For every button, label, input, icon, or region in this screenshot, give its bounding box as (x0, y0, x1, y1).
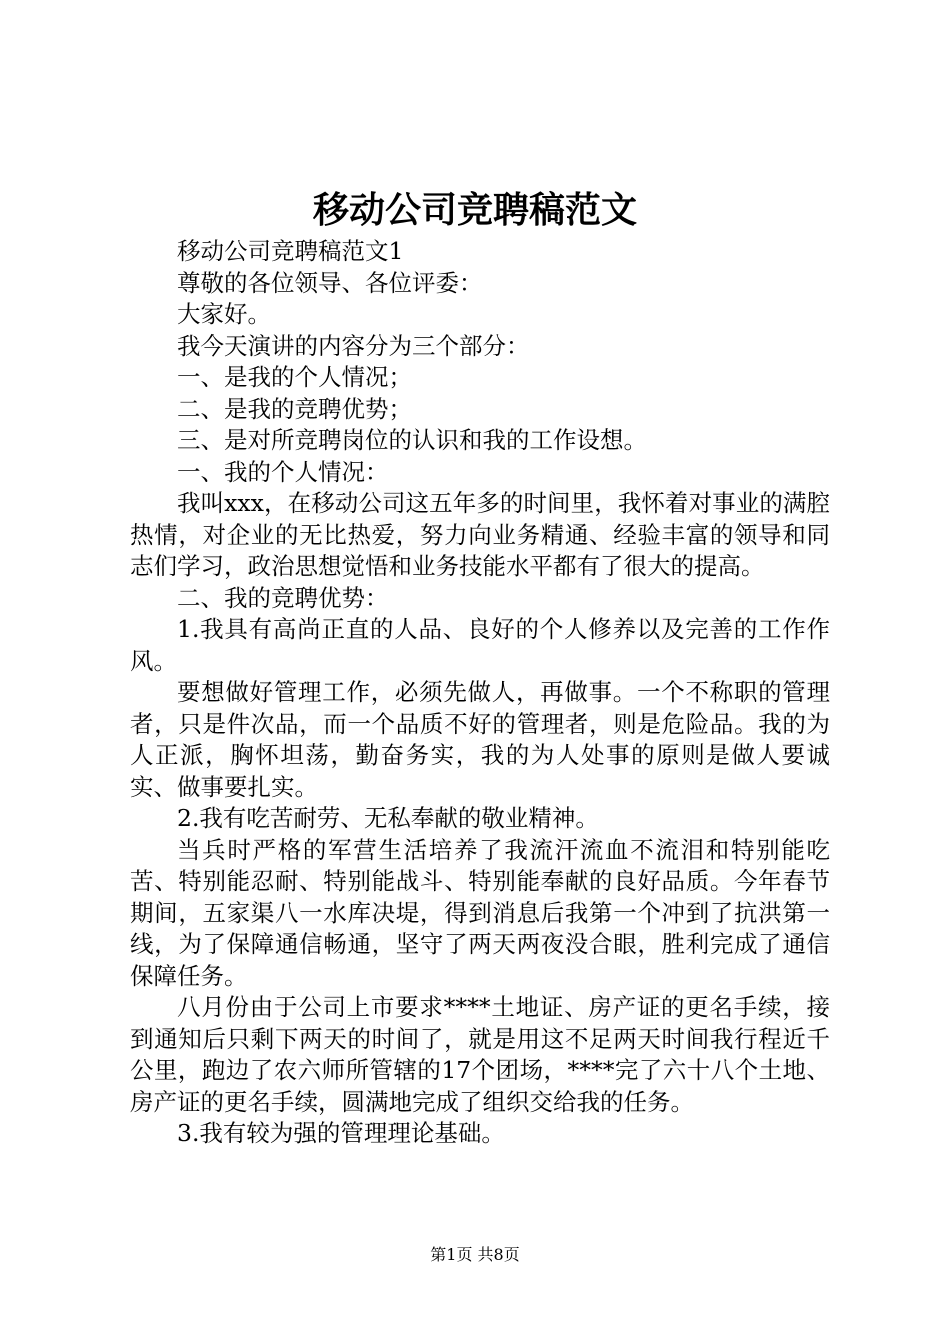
paragraph: 当兵时严格的军营生活培养了我流汗流血不流泪和特别能吃苦、特别能忍耐、特别能战斗、特别能奉献的良好品质。今年春节期间，五家渠八一水库决堤，得到消息后我第一个冲到了抗洪第一线，为了保障通信畅通，坚守了两天两夜没合眼，胜利完成了通信保障任务。 (130, 835, 830, 990)
paragraph: 2.我有吃苦耐劳、无私奉献的敬业精神。 (177, 804, 599, 832)
section-heading: 二、我的竞聘优势： (177, 583, 389, 612)
paragraph: 八月份由于公司上市要求****土地证、房产证的更名手续，接到通知后只剩下两天的时间了，就是用这不足两天时间我行程近千公里，跑边了农六师所管辖的17个团场，****完了六十八个土地、房产证的更名手续，圆满地完成了组织交给我的任务。 (130, 993, 830, 1116)
page-number-footer: 第1页 共8页 (430, 1245, 520, 1264)
document-body (130, 236, 830, 1150)
paragraph: 要想做好管理工作，必须先做人，再做事。一个不称职的管理者，只是件次品，而一个品质不好的管理者，则是危险品。我的为人正派，胸怀坦荡，勤奋务实，我的为人处事的原则是做人要诚实、做事要扎实。 (130, 678, 830, 801)
paragraph: 1.我具有高尚正直的人品、良好的个人修养以及完善的工作作风。 (130, 615, 830, 675)
paragraph: 3.我有较为强的管理理论基础。 (177, 1119, 505, 1147)
paragraph: 一、是我的个人情况； (177, 363, 412, 391)
paragraph: 尊敬的各位领导、各位评委： (177, 268, 483, 297)
section-heading: 一、我的个人情况： (177, 457, 389, 486)
document-title: 移动公司竞聘稿范文 (312, 189, 637, 231)
paragraph: 三、是对所竞聘岗位的认识和我的工作设想。 (177, 426, 647, 454)
paragraph: 二、是我的竞聘优势； (177, 394, 412, 423)
paragraph: 我叫xxx，在移动公司这五年多的时间里，我怀着对事业的满腔热情，对企业的无比热爱，努力向业务精通、经验丰富的领导和同志们学习，政治思想觉悟和业务技能水平都有了很大的提高。 (130, 489, 830, 580)
paragraph: 移动公司竞聘稿范文1 (177, 237, 404, 265)
paragraph: 我今天演讲的内容分为三个部分： (177, 331, 530, 360)
paragraph: 大家好。 (177, 300, 271, 328)
